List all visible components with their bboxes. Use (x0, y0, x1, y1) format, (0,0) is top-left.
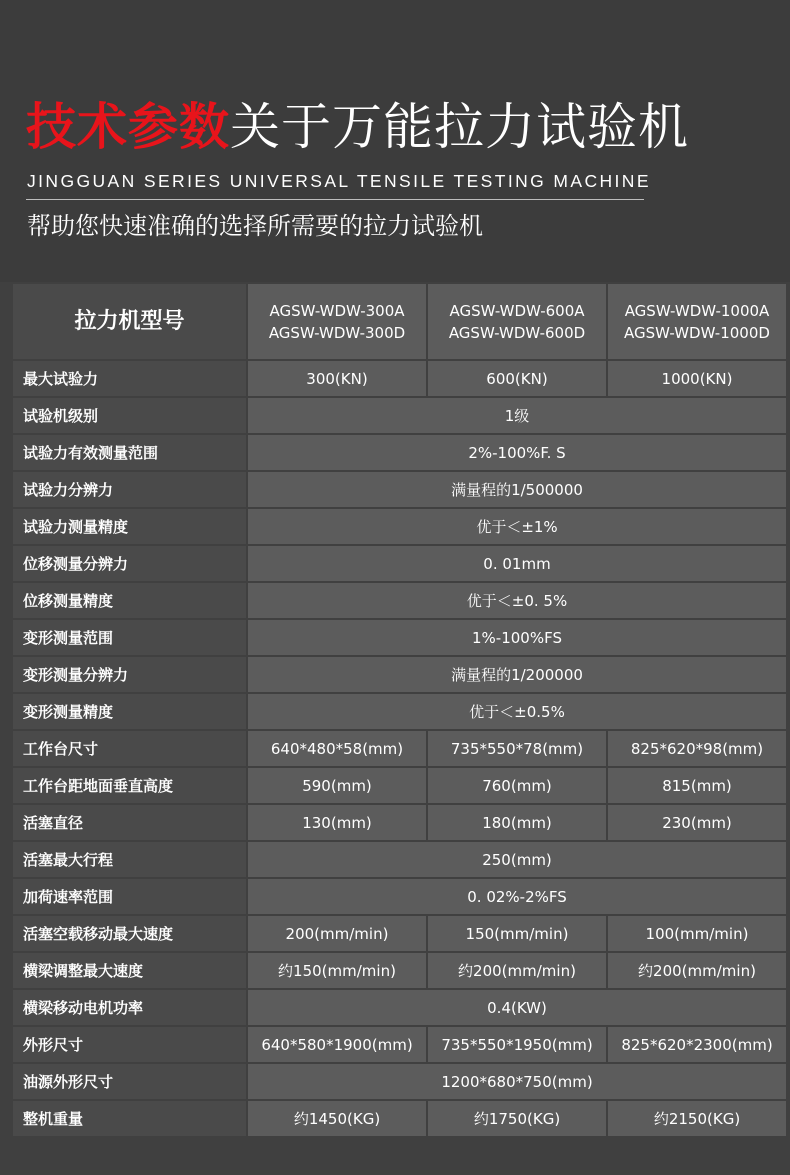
page-header (0, 0, 790, 282)
row-label: 试验力测量精度 (13, 509, 246, 544)
model-name: AGSW-WDW-1000A (624, 301, 770, 320)
spec-table (11, 282, 788, 1138)
row-label: 整机重量 (13, 1101, 246, 1136)
row-value: 满量程的1/200000 (248, 657, 786, 692)
english-subtitle: JINGGUAN SERIES UNIVERSAL TENSILE TESTING MACHINE (27, 171, 651, 191)
table-row (13, 546, 786, 581)
row-value: 150(mm/min) (428, 916, 606, 951)
model-name: AGSW-WDW-600D (448, 323, 586, 342)
table-row (13, 694, 786, 729)
table-row (13, 472, 786, 507)
model-name: AGSW-WDW-300D (268, 323, 406, 342)
header-label-cell: 拉力机型号 (13, 284, 246, 359)
row-label: 外形尺寸 (13, 1027, 246, 1062)
row-value: 130(mm) (248, 805, 426, 840)
row-value: 815(mm) (608, 768, 786, 803)
row-value: 600(KN) (428, 361, 606, 396)
row-label: 加荷速率范围 (13, 879, 246, 914)
row-value: 735*550*1950(mm) (428, 1027, 606, 1062)
spec-table-section (0, 282, 790, 1175)
model-cell (428, 284, 606, 359)
row-label: 油源外形尺寸 (13, 1064, 246, 1099)
row-value: 约2150(KG) (608, 1101, 786, 1136)
model-name: AGSW-WDW-300A (269, 301, 405, 320)
table-row (13, 879, 786, 914)
table-row (13, 731, 786, 766)
row-value: 1200*680*750(mm) (248, 1064, 786, 1099)
row-value: 300(KN) (248, 361, 426, 396)
table-row (13, 990, 786, 1025)
title-main: 关于万能拉力试验机 (230, 98, 689, 156)
table-row (13, 1101, 786, 1136)
row-value: 825*620*98(mm) (608, 731, 786, 766)
row-value: 590(mm) (248, 768, 426, 803)
row-value: 满量程的1/500000 (248, 472, 786, 507)
row-value: 优于＜±0. 5% (248, 583, 786, 618)
row-value: 约1450(KG) (248, 1101, 426, 1136)
row-label: 位移测量精度 (13, 583, 246, 618)
row-label: 试验机级别 (13, 398, 246, 433)
chinese-subtitle: 帮助您快速准确的选择所需要的拉力试验机 (27, 212, 483, 240)
row-value: 优于＜±1% (248, 509, 786, 544)
row-value: 180(mm) (428, 805, 606, 840)
row-value: 100(mm/min) (608, 916, 786, 951)
row-value: 735*550*78(mm) (428, 731, 606, 766)
model-name: AGSW-WDW-600A (449, 301, 585, 320)
row-value: 优于＜±0.5% (248, 694, 786, 729)
table-row (13, 583, 786, 618)
row-label: 位移测量分辨力 (13, 546, 246, 581)
table-row (13, 768, 786, 803)
row-label: 工作台尺寸 (13, 731, 246, 766)
table-row (13, 398, 786, 433)
row-value: 1%-100%FS (248, 620, 786, 655)
row-value: 230(mm) (608, 805, 786, 840)
row-label: 工作台距地面垂直高度 (13, 768, 246, 803)
table-row (13, 953, 786, 988)
table-row (13, 805, 786, 840)
row-label: 活塞最大行程 (13, 842, 246, 877)
row-value: 0. 01mm (248, 546, 786, 581)
title-highlight: 技术参数 (26, 98, 230, 156)
row-value: 640*480*58(mm) (248, 731, 426, 766)
row-value: 0. 02%-2%FS (248, 879, 786, 914)
table-row (13, 1064, 786, 1099)
table-row (13, 620, 786, 655)
table-row (13, 1027, 786, 1062)
row-value: 1000(KN) (608, 361, 786, 396)
table-row (13, 435, 786, 470)
row-label: 试验力分辨力 (13, 472, 246, 507)
row-value: 825*620*2300(mm) (608, 1027, 786, 1062)
model-cell (608, 284, 786, 359)
table-header-row (13, 284, 786, 359)
row-value: 2%-100%F. S (248, 435, 786, 470)
row-value: 640*580*1900(mm) (248, 1027, 426, 1062)
row-label: 横梁移动电机功率 (13, 990, 246, 1025)
row-label: 变形测量分辨力 (13, 657, 246, 692)
row-label: 最大试验力 (13, 361, 246, 396)
table-row (13, 657, 786, 692)
table-row (13, 361, 786, 396)
page-title (26, 96, 689, 158)
row-value: 约200(mm/min) (428, 953, 606, 988)
row-value: 1级 (248, 398, 786, 433)
row-label: 活塞空载移动最大速度 (13, 916, 246, 951)
spec-table-body (13, 284, 786, 1136)
row-value: 250(mm) (248, 842, 786, 877)
row-value: 760(mm) (428, 768, 606, 803)
row-label: 横梁调整最大速度 (13, 953, 246, 988)
model-cell (248, 284, 426, 359)
row-value: 0.4(KW) (248, 990, 786, 1025)
table-row (13, 916, 786, 951)
row-label: 活塞直径 (13, 805, 246, 840)
row-label: 试验力有效测量范围 (13, 435, 246, 470)
table-row (13, 842, 786, 877)
model-name: AGSW-WDW-1000D (624, 323, 770, 342)
row-label: 变形测量精度 (13, 694, 246, 729)
table-row (13, 509, 786, 544)
row-label: 变形测量范围 (13, 620, 246, 655)
row-value: 约150(mm/min) (248, 953, 426, 988)
header-divider (26, 199, 644, 200)
row-value: 约1750(KG) (428, 1101, 606, 1136)
row-value: 200(mm/min) (248, 916, 426, 951)
row-value: 约200(mm/min) (608, 953, 786, 988)
